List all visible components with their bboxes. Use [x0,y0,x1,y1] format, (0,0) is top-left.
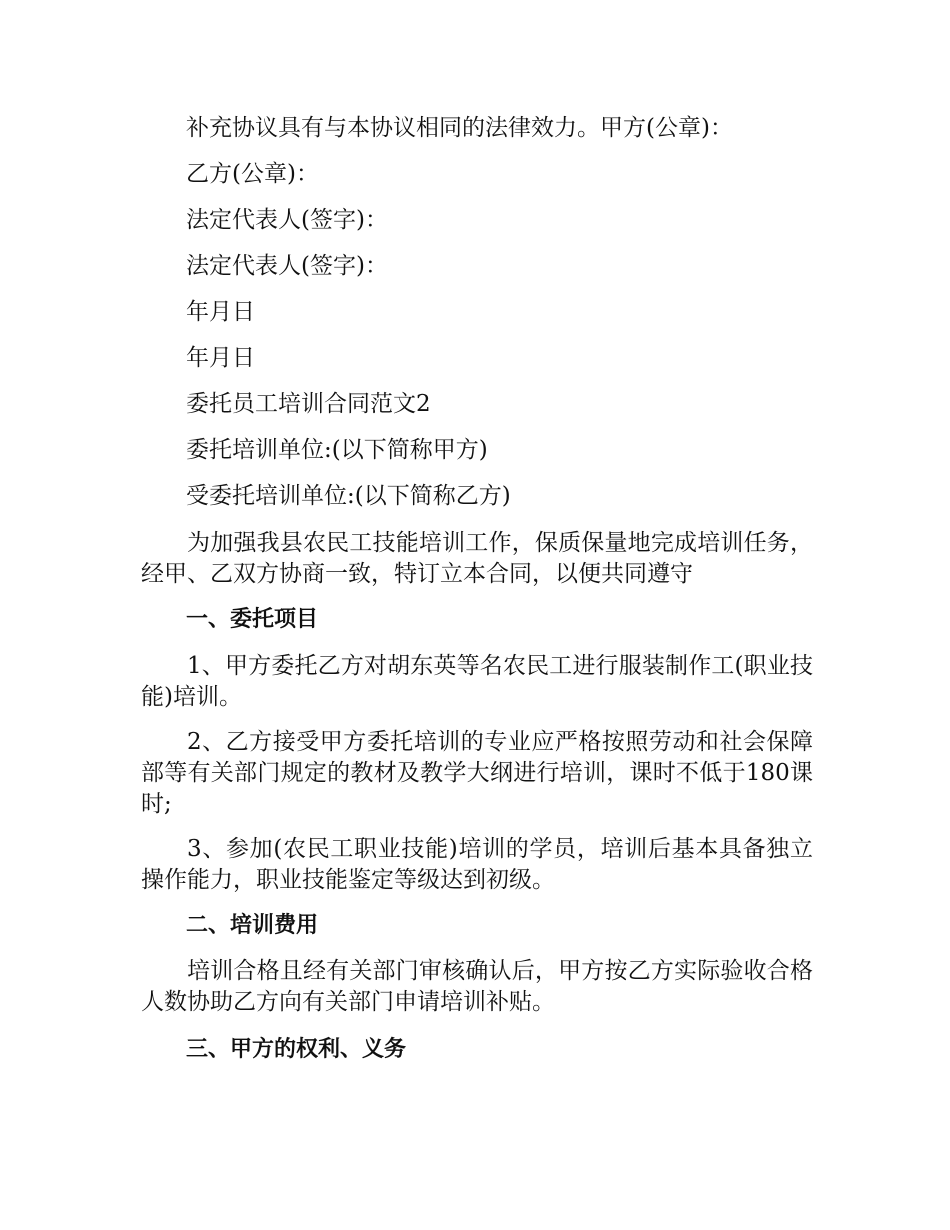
clause-paragraph: 1、甲方委托乙方对胡东英等名农民工进行服装制作工(职业技能)培训。 [141,653,813,710]
party-a-line: 委托培训单位:(以下简称甲方) [186,437,488,463]
document-subtitle: 委托员工培训合同范文2 [186,391,431,417]
date-line: 年月日 [186,345,255,371]
text-line: 法定代表人(签字)： [186,207,388,233]
section-heading: 一、委托项目 [186,607,319,632]
text-line: 法定代表人(签字)： [186,253,388,279]
clause-paragraph: 3、参加(农民工职业技能)培训的学员，培训后基本具备独立操作能力，职业技能鉴定等级达到初级。 [141,836,813,893]
section-heading: 二、培训费用 [186,913,319,938]
intro-paragraph: 为加强我县农民工技能培训工作，保质保量地完成培训任务，经甲、乙双方协商一致，特订立本合同，以便共同遵守 [141,530,813,587]
party-b-line: 受委托培训单位:(以下简称乙方) [186,483,511,509]
clause-paragraph: 培训合格且经有关部门审核确认后，甲方按乙方实际验收合格人数协助乙方向有关部门申请培训补贴。 [141,958,813,1015]
date-line: 年月日 [186,299,255,325]
clause-paragraph: 2、乙方接受甲方委托培训的专业应严格按照劳动和社会保障部等有关部门规定的教材及教学大纲进行培训，课时不低于180课时; [141,729,813,817]
text-line: 乙方(公章)： [186,161,319,187]
section-heading: 三、甲方的权利、义务 [186,1037,407,1062]
text-line: 补充协议具有与本协议相同的法律效力。甲方(公章)： [186,115,733,141]
